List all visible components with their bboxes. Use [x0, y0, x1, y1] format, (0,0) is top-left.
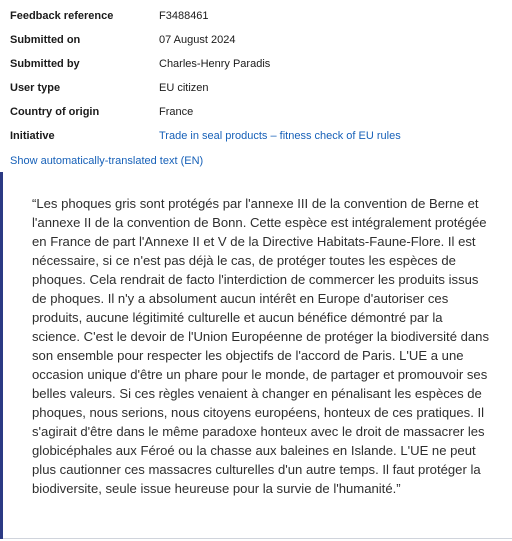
- details-row-submitted-by: [10, 52, 500, 76]
- feedback-content: [32, 194, 492, 498]
- details-row-submitted-on: [10, 28, 500, 52]
- user-type-value: EU citizen: [159, 82, 209, 94]
- details-row-reference: [10, 4, 500, 28]
- feedback-quote: [0, 172, 512, 539]
- submitted-on-value: 07 August 2024: [159, 34, 236, 46]
- feedback-text: “Les phoques gris sont protégés par l'annexe III de la convention de Berne et l'annexe II de la convention de Bonn. Cette espèce est intégralement protégée en France de part l'Annexe II et V de la Directive Habitats-Faune-Flore. Il est nécessaire, si ce n'est pas déjà le cas, de protéger toutes les espèces de phoques. Cela rendrait de facto l'interdiction de commercer les produits issus de phoques. Il n'y a absolument aucun intérêt en Europe d'autoriser ces produits, aucune légitimité culturelle et aucun bénéfice démontré par la science. C'est le devoir de l'Union Européenne de protéger la biodiversité dans son ensemble pour respecter les objectifs de l'accord de Paris. L'UE a une occasion unique d'être un phare pour le monde, de partager et promouvoir ses belles valeurs. Si ces règles venaient à changer en pénalisant les espèces de phoques, nous serions, nous citoyens européens, honteux de ces pratiques. Il s'agirait d'être dans le même paradoxe honteux avec le droit de massacrer les globicéphales aux Féroé ou la chasse aux baleines en Islande. L'UE ne peut plus cautionner ces massacres culturelles d'un autre temps. Il faut protéger la biodiversite, seule issue heureuse pour la survie de l'humanité.”: [32, 196, 490, 496]
- submitted-by-value: Charles-Henry Paradis: [159, 58, 271, 70]
- details-row-user-type: [10, 76, 500, 100]
- details-label: User type: [10, 82, 61, 94]
- details-label: Initiative: [10, 130, 55, 142]
- divider: [3, 538, 512, 539]
- details-label: Submitted on: [10, 34, 81, 46]
- country-of-origin-value: France: [159, 106, 194, 118]
- feedback-reference-value: F3488461: [159, 10, 209, 22]
- initiative-link[interactable]: Trade in seal products – fitness check of EU rules: [159, 130, 401, 142]
- feedback-details: [10, 4, 500, 148]
- details-label: Country of origin: [10, 106, 100, 118]
- details-row-initiative: [10, 124, 500, 148]
- details-label: Submitted by: [10, 58, 80, 70]
- show-translation-link[interactable]: Show automatically-translated text (EN): [10, 155, 204, 167]
- details-label: Feedback reference: [10, 10, 114, 22]
- details-row-country: [10, 100, 500, 124]
